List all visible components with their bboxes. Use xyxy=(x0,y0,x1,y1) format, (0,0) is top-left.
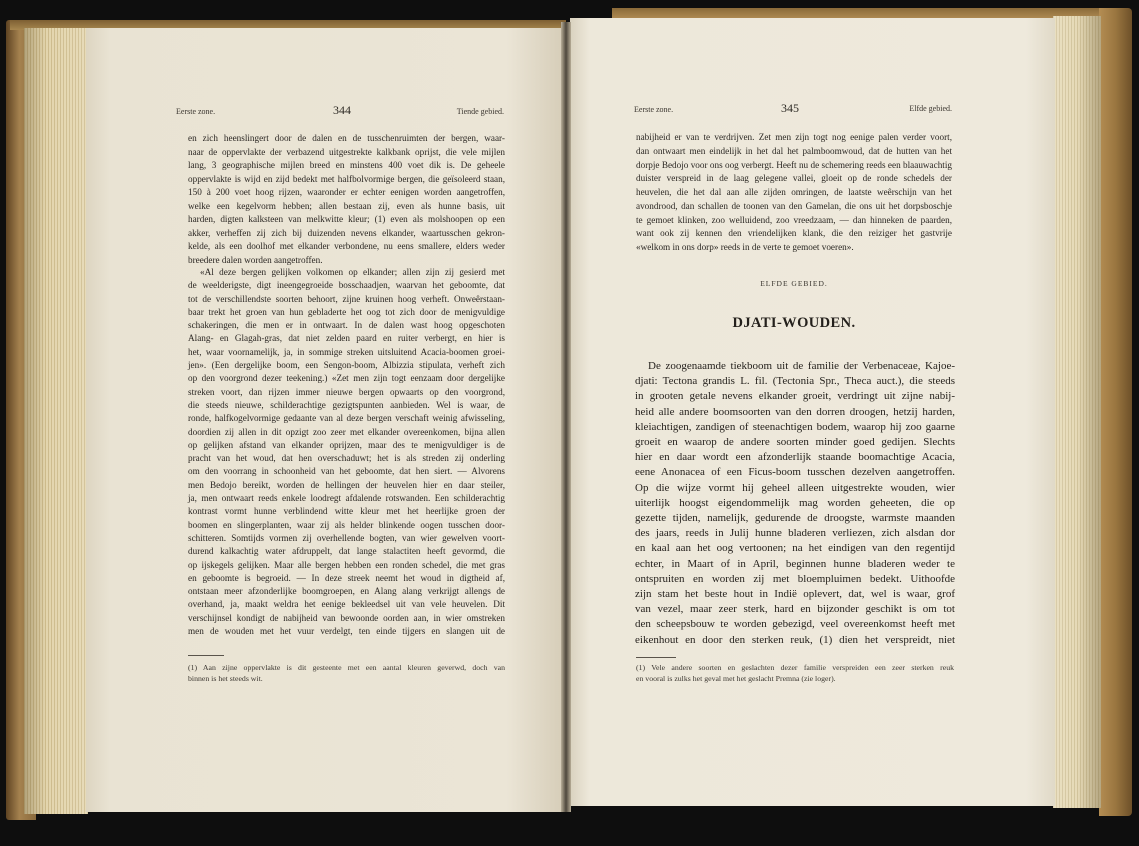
text-line xyxy=(636,673,954,684)
text-line xyxy=(636,131,952,145)
text-line xyxy=(188,186,505,200)
text-line xyxy=(188,452,505,465)
line-text: het, waar voornamelijk, ja, in sommige streken uitsluitend Acacia-boomen groei- xyxy=(188,346,505,357)
text-line xyxy=(188,479,505,492)
line-text: op gelijken afstand van elkander oprijzen, maar des te menigvuldiger is de xyxy=(188,439,505,450)
text-line xyxy=(635,465,955,480)
text-line xyxy=(636,662,954,673)
line-text: oppervlakte is wijd en zijd bedekt met halfbolvormige bergen, die geïsoleerd staan, xyxy=(188,173,505,184)
line-text: des jaars, reeds in Julij hunne bladeren verliezen, zich alsdan dor xyxy=(635,527,955,540)
line-text: streken voort, dan rijzen immer nieuwe bergen opwaarts op den voorgrond, xyxy=(188,386,505,397)
text-line xyxy=(188,372,505,385)
text-line xyxy=(188,572,505,585)
text-line xyxy=(188,240,505,254)
left-paragraph-1 xyxy=(188,132,505,267)
line-text: hier en daar wordt een afzonderlijk staande boomachtige Acacia, xyxy=(635,451,955,464)
line-text: akker, verheffen zij zich bij duizenden nevens elkander, waartusschen gekron- xyxy=(188,227,505,238)
text-line xyxy=(188,505,505,518)
line-text: den scheepsbouw te worden gebezigd, veel overeenkomst heeft met xyxy=(635,618,955,631)
line-text: 150 à 200 voet hoog rijzen, waaronder er echter eenigen worden aangetroffen, xyxy=(188,187,505,197)
right-page-stack-edges xyxy=(1053,16,1101,808)
text-line xyxy=(188,439,505,452)
text-line xyxy=(188,598,505,611)
text-line xyxy=(188,213,505,227)
line-text: naar de oppervlakte der verbazend uitgestrekte kalkbank oprijst, die vele mijlen xyxy=(188,146,505,157)
line-text: verschijnsel kondigt de nabijheid van bewoonde oorden aan, in wier omstreken xyxy=(188,612,505,623)
text-line xyxy=(635,511,955,526)
line-text: pracht van het woud, dat hen overschaduwt; het is als streden zij onderling xyxy=(188,453,505,464)
left-page-number: 344 xyxy=(333,103,351,117)
text-line xyxy=(188,612,505,625)
line-text: jen». (Een dergelijke boom, een Sengon-boom, Albizzia stipulata, verheft zich xyxy=(188,360,505,371)
line-text: ontspruiten en worden zij met bloempluimen bedekt. Uithoofde xyxy=(635,572,955,585)
left-page-stack-edges xyxy=(24,28,88,814)
text-line xyxy=(188,227,505,241)
text-line xyxy=(636,186,952,200)
line-text: gezette tijden, namelijk, gedurende de droogste, warmste maanden xyxy=(635,512,955,525)
text-line xyxy=(188,279,505,292)
text-line xyxy=(188,465,505,478)
line-text: schitteren. Somtijds vormen zij overhellende bogten, van wier gewelven voort- xyxy=(188,532,505,543)
text-line xyxy=(188,173,505,187)
line-text: dorpje Bedojo voor ons oog verbergt. Heeft nu de schemering reeds een blaauwachtig xyxy=(636,159,952,170)
text-line xyxy=(188,412,505,425)
left-running-head-region: Tiende gebied. xyxy=(456,107,504,116)
text-line xyxy=(635,420,955,435)
text-line xyxy=(188,585,505,598)
text-line xyxy=(635,435,955,450)
section-label: ELFDE GEBIED. xyxy=(760,279,828,288)
line-text: kontrast vormt hunne verblindend witte kleur met het heerlijke groen der xyxy=(188,506,505,517)
line-text: De zoogenaamde tiekboom uit de familie der Verbenaceae, Kajoe- xyxy=(648,360,955,372)
line-text: kleiachtigen, zandigen of steenachtigen bodem, waarop hij zoo gaarne xyxy=(635,420,955,433)
line-text: avondrood, dan schallen de toonen van den Gamelan, die ons uit het dorpsboschje xyxy=(636,200,952,211)
line-text: tot de verschillendste soorten behoort, zijne kruinen hoog verheft. Onweêrstaan- xyxy=(188,293,505,304)
text-line xyxy=(635,587,955,602)
line-text: Alang- en Glagah-gras, dat niet zelden paard en ruiter verbergt, en hier is xyxy=(188,333,505,344)
line-text: men Bedojo bereikt, worden de hellingen der heuvelen hier en daar steiler, xyxy=(188,479,505,490)
text-line xyxy=(636,172,952,186)
text-line xyxy=(188,559,505,572)
text-line xyxy=(635,374,955,389)
text-line xyxy=(188,426,505,439)
line-text: groeit en waarop de andere soorten minder goed gedijen. Slechts xyxy=(635,436,955,449)
text-line xyxy=(188,346,505,359)
line-text: boomen en slingerplanten, waar zij als helder blinkende oogen tusschen door- xyxy=(188,519,505,530)
text-line xyxy=(635,481,955,496)
line-text: binnen is het steeds wit. xyxy=(188,674,263,683)
text-line xyxy=(635,526,955,541)
line-text: heuvelen, die het dal aan alle zijden omringen, de laatste weêrschijn van het xyxy=(636,187,952,197)
text-line xyxy=(636,227,952,241)
line-text: want ook zij kennen den vriendelijken klank, die den reiziger het gastvrije xyxy=(636,228,952,239)
right-footnote xyxy=(636,662,954,684)
line-text: en geboomte is begroeid. — In deze streek neemt het woud in digtheid af, xyxy=(188,572,505,583)
line-text: te gemoet klinken, zoo welluidend, zoo vreedzaam, — dan hinneken de paarden, xyxy=(636,214,952,225)
text-line xyxy=(188,146,505,160)
line-text: welke een kegelvorm hebben; allen bestaan zij, even als hunne basis, uit xyxy=(188,200,505,211)
line-text: de weelderigste, digt ineengegroeide bosschaadjen, waarvan het geboomte, dat xyxy=(188,280,505,291)
line-text: baar trekt het groen van hun gebladerte het oog tot zich door de menigvuldige xyxy=(188,306,505,317)
text-line xyxy=(188,306,505,319)
line-text: doordien zij allen in dit opzigt zoo zeer met elkander overeenkomen, bijna allen xyxy=(188,426,505,437)
line-text: echter, in Maart of in April, beginnen hunne bladeren weder te xyxy=(635,557,955,570)
line-text: heid alle andere boomsoorten van den dorren droogen, hetzij harden, xyxy=(635,405,955,418)
text-line xyxy=(635,572,955,587)
text-line xyxy=(636,200,952,214)
text-line xyxy=(636,159,952,173)
line-text: schakeringen, die men er in ontwaart. In de dalen wast hoog opgeschoten xyxy=(188,320,505,331)
line-text: (1) Vele andere soorten en geslachten dezer familie verspreiden een zeer sterken reuk xyxy=(636,663,954,672)
line-text: en vooral is zulks het geval met het geslacht Premna (zie loger). xyxy=(636,674,836,683)
line-text: men de wouden met het vuur verdelgt, ten einde tijgers en slangen uit de xyxy=(188,626,505,637)
text-line xyxy=(635,602,955,617)
text-line xyxy=(188,662,505,673)
left-footnote xyxy=(188,662,505,684)
line-text: Op die wijze vormt hij geheel alleen uitgestrekte wouden, wier xyxy=(635,481,955,494)
right-paragraph-1 xyxy=(636,131,952,255)
line-text: van vezel, maar zeer sterk, hard en bijzonder geschikt is om tot xyxy=(635,603,955,616)
line-text: eene Anonacea of een Ficus-boom tusschen dezelven aangetroffen. xyxy=(635,466,955,479)
text-line xyxy=(188,319,505,332)
line-text: op den voorgrond dezer teekening.) «Zet men zijn togt eenzaam door dergelijke xyxy=(188,373,505,384)
line-text: durend kalkachtig water afdruppelt, dat lange stalactiten heeft gevormd, die xyxy=(188,546,505,557)
line-text: die steeds nieuwe, schilderachtige gezigtspunten aanbieden. Wel is waar, de xyxy=(188,399,505,410)
section-title: DJATI-WOUDEN. xyxy=(732,315,856,331)
text-line xyxy=(635,359,955,374)
left-running-head-zone: Eerste zone. xyxy=(176,107,216,116)
line-text: lang, 3 geographische mijlen breed en minstens 400 voet dik is. De geheele xyxy=(188,160,505,170)
line-text: eikenhout en door den sterken reuk, (1) dien het verspreidt, niet xyxy=(635,633,955,646)
text-line xyxy=(188,254,505,268)
text-line xyxy=(188,492,505,505)
text-line xyxy=(635,617,955,632)
text-line xyxy=(188,625,505,638)
line-text: «Al deze bergen gelijken volkomen op elkander; allen zijn zij gesierd met xyxy=(200,267,505,277)
text-line xyxy=(636,145,952,159)
text-line xyxy=(188,132,505,146)
line-text: breedere dalen worden aangetroffen. xyxy=(188,254,323,265)
text-line xyxy=(188,519,505,532)
right-book-cover xyxy=(1099,8,1132,816)
line-text: ronde, halfkogelvormige gedaante van al deze bergen verschaft weinig afwisseling, xyxy=(188,413,505,424)
text-line xyxy=(636,214,952,228)
section-body xyxy=(635,359,955,648)
line-text: nabijheid er van te verdrijven. Zet men zijn togt nog eenige palen verder voort, xyxy=(636,132,952,142)
text-line xyxy=(188,673,505,684)
text-line xyxy=(188,399,505,412)
text-line xyxy=(188,266,505,279)
line-text: ja, men ontwaart reeds enkele loodregt afdalende rotswanden. Een schilderachtig xyxy=(188,493,505,504)
line-text: op ijskegels gelijken. Maar alle bergen hebben een ronden schedel, die met gras xyxy=(188,559,505,570)
text-line xyxy=(188,359,505,372)
text-line xyxy=(188,200,505,214)
text-line xyxy=(635,557,955,572)
left-paragraph-2 xyxy=(188,266,505,638)
right-running-head-zone: Eerste zone. xyxy=(634,105,674,114)
text-line xyxy=(635,389,955,404)
text-line xyxy=(188,293,505,306)
text-line xyxy=(188,386,505,399)
text-line xyxy=(188,159,505,173)
text-line xyxy=(635,633,955,648)
line-text: dan ontwaart men eindelijk in het dal het palmboomwoud, dat de hutten van het xyxy=(636,145,952,156)
line-text: uiterlijk hoogst eigendommelijk mag worden geheeten, die op xyxy=(635,496,955,509)
text-line xyxy=(188,532,505,545)
text-line xyxy=(635,450,955,465)
line-text: ontstaan meer afzonderlijke boomgroepen, en Alang alang verkrijgt allengs de xyxy=(188,586,505,597)
right-running-head-region: Elfde gebied. xyxy=(909,104,952,113)
right-page-number: 345 xyxy=(781,101,799,115)
right-footnote-rule xyxy=(636,657,676,658)
line-text: (1) Aan zijne oppervlakte is dit gesteente met een aantal kleuren geverwd, doch van xyxy=(188,663,505,672)
line-text: harden, digten kalksteen van melkwitte kleur; (1) even als molshoopen op een xyxy=(188,214,505,224)
text-line xyxy=(635,541,955,556)
line-text: «welkom in ons dorp» reeds in de verte te gemoet voeren». xyxy=(636,242,854,252)
line-text: om den voorrang in schoonheid van het geboomte, dat hen siert. — Alvorens xyxy=(188,466,505,477)
left-footnote-rule xyxy=(188,655,224,656)
line-text: djati: Tectona grandis L. fil. (Tectonia Spr., Theca auct.), die steeds xyxy=(635,375,955,388)
line-text: kelde, als een doolhof met elkander verbondene, nu eens smallere, elders weder xyxy=(188,241,505,251)
text-line xyxy=(635,405,955,420)
line-text: en zich heenslingert door de dalen en de tusschenruimten der bergen, waar- xyxy=(188,133,505,143)
book-gutter xyxy=(561,22,571,812)
text-line xyxy=(188,545,505,558)
line-text: en kaal aan het oog vertoonen; na het eindigen van den regentijd xyxy=(635,542,955,555)
line-text: zijn stam het beste hout in Indië oplevert, dat, wel is waar, grof xyxy=(635,588,955,601)
line-text: in grooten getale nevens elkander groeit, verdringt uit zijne nabij- xyxy=(635,390,955,403)
line-text: duister verspreid in de laag gelegene vallei, gloeit op de ronde schedels der xyxy=(636,173,952,184)
text-line xyxy=(188,332,505,345)
text-line xyxy=(635,496,955,511)
line-text: overhand, ja, maakt weldra het eenige bekleedsel uit van vele heuvelen. Dit xyxy=(188,599,505,610)
text-line xyxy=(636,241,952,255)
